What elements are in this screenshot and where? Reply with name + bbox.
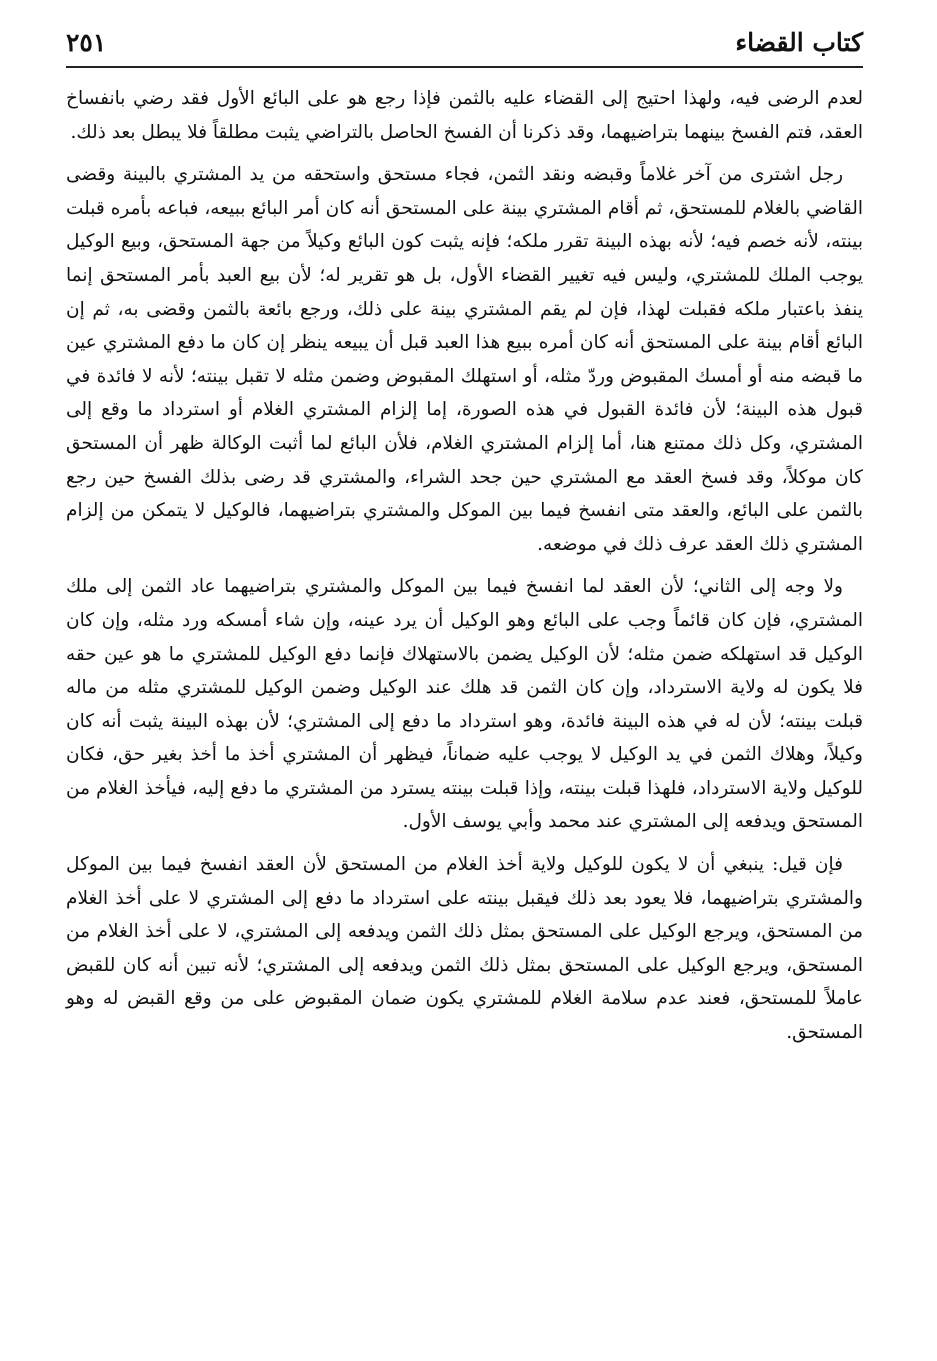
paragraph: فإن قيل: ينبغي أن لا يكون للوكيل ولاية أخذ الغلام من المستحق لأن العقد انفسخ فيما بين الموكل والمشتري بتراضيهما، فلا يعود بعد ذلك فيقبل بينته على استرداد ما دفع إلى المشتري لا على أخذ الغلام من المستحق، ويرجع الوكيل على المستحق بمثل ذلك الثمن ويدفعه إلى المشتري، لا على أخذ الغلام من المستحق، ويرجع الوكيل على المستحق بمثل ذلك الثمن ويدفعه إلى المشتري؛ لأنه تبين أنه كان للقبض عاملاً للمستحق، فعند عدم سلامة الغلام للمشتري يكون ضمان المقبوض على من وقع القبض له وهو المستحق. xyxy=(66,854,863,1044)
chapter-title: كتاب القضاء xyxy=(735,27,863,57)
paragraph: رجل اشترى من آخر غلاماً وقبضه ونقد الثمن، فجاء مستحق واستحقه من يد المشتري بالبينة وقضى القاضي بالغلام للمستحق، ثم أقام المشتري بينة على المستحق أنه كان أمر البائع ببيعه، فباعه بأمره قبلت بينته، لأنه خصم فيه؛ لأنه بهذه البينة تقرر ملكه؛ فإنه يثبت كون البائع وكيلاً من جهة المستحق، وبيع الوكيل يوجب الملك للمشتري، وليس فيه تغيير القضاء الأول، بل هو تقرير له؛ لأن بيع العبد بأمر المستحق إنما ينفذ باعتبار ملكه فقبلت لهذا، فإن لم يقم المشتري بينة على ذلك، ورجع بائعة بالثمن وقضى به، ثم إن البائع أقام بينة على المستحق أنه كان أمره ببيع هذا العبد قبل أن يبيعه ينظر إن كان ما دفع المشتري عين ما قبضه منه أو أمسك المقبوض وردّ مثله، أو استهلك المقبوض وضمن مثله لا تقبل بينته؛ لأنه لا فائدة في قبول هذه البينة؛ لأن فائدة القبول في هذه الصورة، إما إلزام المشتري الغلام أو استرداد ما وقع إلى المشتري، وكل ذلك ممتنع هنا، أما إلزام المشتري الغلام، فلأن البائع لما أثبت الوكالة ظهر أن المستحق كان موكلاً، وقد فسخ العقد مع المشتري حين جحد الشراء، والمشتري قد رضى بذلك الفسخ حين رجع بالثمن على البائع، والعقد متى انفسخ فيما بين الموكل والمشتري بتراضيهما، فالوكيل لا يتمكن من إلزام المشتري ذلك العقد عرف ذلك في موضعه. xyxy=(66,164,863,555)
paragraph-gap xyxy=(66,561,863,570)
paragraph-gap xyxy=(66,149,863,158)
body-text xyxy=(66,82,863,1050)
running-header xyxy=(66,22,863,62)
paragraph: لعدم الرضى فيه، ولهذا احتيج إلى القضاء عليه بالثمن فإذا رجع هو على البائع الأول فقد رضي بانفساخ العقد، فتم الفسخ بينهما بتراضيهما، وقد ذكرنا أن الفسخ الحاصل بالتراضي يثبت مطلقاً فلا يبطل بعد ذلك. xyxy=(66,88,863,143)
header-rule xyxy=(66,66,863,68)
paragraph: ولا وجه إلى الثاني؛ لأن العقد لما انفسخ فيما بين الموكل والمشتري بتراضيهما عاد الثمن إلى ملك المشتري، فإن كان قائماً وجب على البائع وهو الوكيل أن يرد عينه، وإن شاء أمسكه ورد مثله، وإن كان الوكيل قد استهلكه ضمن مثله؛ لأن الوكيل يضمن بالاستهلاك فإنما دفع الوكيل للمشتري ما هو عين حقه فلا يكون له ولاية الاسترداد، وإن كان الثمن قد هلك عند الوكيل وضمن الوكيل للمشتري مثله من ماله قبلت بينته؛ لأن له في هذه البينة فائدة، وهو استرداد ما دفع إلى المشتري؛ لأن بهذه البينة يثبت أنه كان وكيلاً، وهلاك الثمن في يد الوكيل لا يوجب عليه ضماناً، فيظهر أن المشتري أخذ ما أخذ بغير حق، فكان للوكيل ولاية الاسترداد، فلهذا قبلت بينته، وإذا قبلت بينته يسترد من المشتري ما دفع إليه، فيأخذ الغلام من المستحق ويدفعه إلى المشتري عند محمد وأبي يوسف الأول. xyxy=(66,576,863,833)
page-number: ٢٥١ xyxy=(66,27,107,57)
paragraph-gap xyxy=(66,839,863,848)
